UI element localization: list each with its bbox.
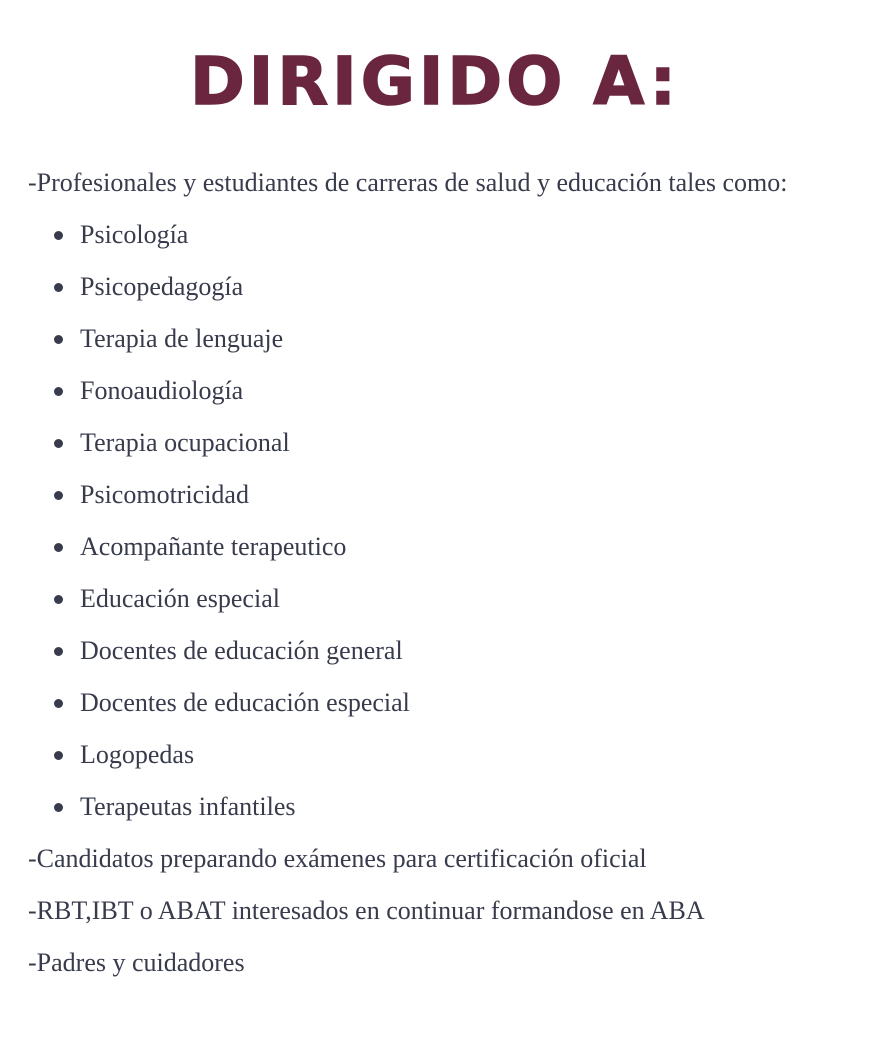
bullet-icon [54,387,63,396]
list-item-label: Docentes de educación general [80,636,403,665]
list-item [28,729,858,781]
candidates-paragraph: -Candidatos preparando exámenes para certificación oficial [28,844,647,873]
list-item [28,469,858,521]
list-item-label: Docentes de educación especial [80,688,410,717]
list-item [28,313,858,365]
list-item [28,781,858,833]
list-item-label: Psicopedagogía [80,272,244,301]
list-item-label: Terapia de lenguaje [80,324,284,353]
list-item [28,365,858,417]
list-item [28,209,858,261]
bullet-icon [54,803,63,812]
list-item-label: Fonoaudiología [80,376,244,405]
list-item [28,573,858,625]
list-item [28,521,858,573]
bullet-icon [54,439,63,448]
list-item [28,417,858,469]
list-item-label: Educación especial [80,584,280,613]
bullet-icon [54,543,63,552]
bullet-icon [54,751,63,760]
bullet-icon [54,647,63,656]
parents-paragraph: -Padres y cuidadores [28,948,245,977]
bullet-icon [54,231,63,240]
bullet-icon [54,699,63,708]
list-item-label: Logopedas [80,740,195,769]
professions-list [28,209,858,833]
list-item-label: Terapia ocupacional [80,428,290,457]
list-item [28,261,858,313]
intro-paragraph: -Profesionales y estudiantes de carreras de salud y educación tales como: [28,168,788,197]
technicians-paragraph: -RBT,IBT o ABAT interesados en continuar formandose en ABA [28,896,705,925]
list-item-label: Terapeutas infantiles [80,792,296,821]
list-item-label: Acompañante terapeutico [80,532,347,561]
page-title: DIRIGIDO A: [189,43,680,120]
list-item [28,625,858,677]
list-item-label: Psicomotricidad [80,480,249,509]
bullet-icon [54,595,63,604]
bullet-icon [54,335,63,344]
bullet-icon [54,283,63,292]
bullet-icon [54,491,63,500]
list-item-label: Psicología [80,220,189,249]
list-item [28,677,858,729]
audience-section [28,157,858,989]
